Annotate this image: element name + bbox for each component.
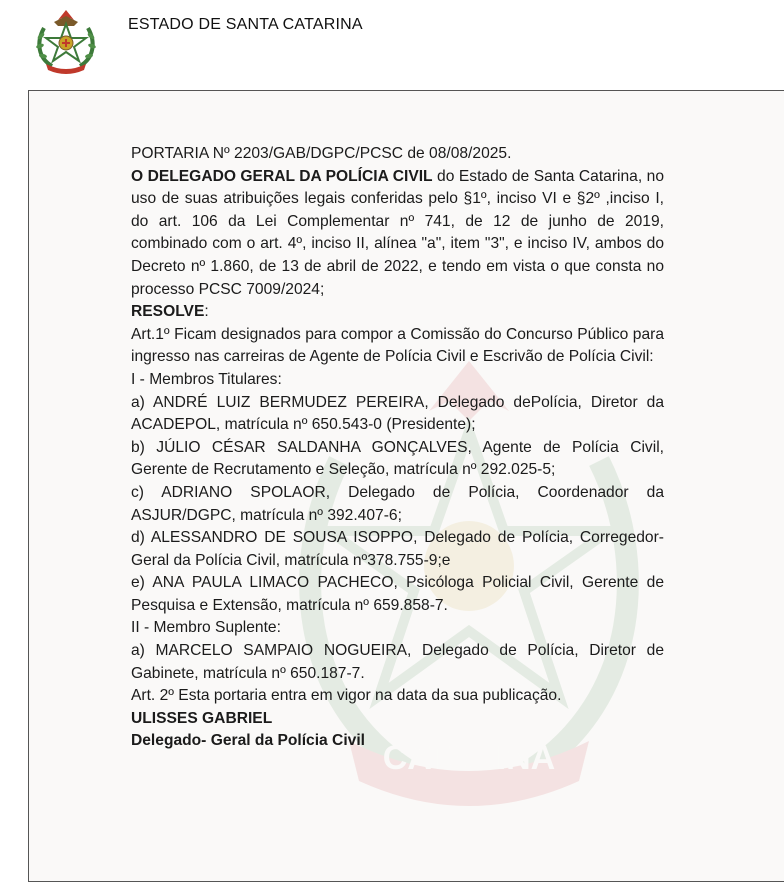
signatory-title: Delegado- Geral da Polícia Civil [131,732,365,750]
preamble [131,166,664,302]
document-header [0,0,784,90]
preamble-text: do Estado de Santa Catarina, no uso de suas atribuições legais conferidas pelo §1º, inciso VI e §2º ,inciso I, do art. 106 da Lei Complementar nº 741, de 12 de junho de 2019, combinado com o art. 4º, inciso II, alínea "a", item "3", e inciso IV, ambos do Decreto nº 1.860, de 13 de abril de 2022, e tendo em vista o que consta no processo PCSC 7009/2024; [131,167,664,298]
portaria-title: PORTARIA Nº 2203/GAB/DGPC/PCSC de 08/08/2025. [131,145,512,162]
section-suplente: II - Membro Suplente: [131,619,281,637]
document-page [28,90,784,882]
state-name: ESTADO DE SANTA CATARINA [128,16,363,33]
resolve-label: RESOLVE [131,303,205,321]
list-item: b) JÚLIO CÉSAR SALDANHA GONÇALVES, Agente de Polícia Civil, Gerente de Recrutamento e Seleção, matrícula nº 292.025-5; [131,438,664,479]
preamble-authority: O DELEGADO GERAL DA POLÍCIA CIVIL [131,167,433,185]
watermark-text: CATARINA [382,739,556,777]
section-titulares: I - Membros Titulares: [131,370,282,388]
list-item: a) MARCELO SAMPAIO NOGUEIRA, Delegado de Polícia, Diretor de Gabinete, matrícula nº 650.187-7. [131,642,664,682]
coat-of-arms-icon [34,6,98,74]
resolve-heading [131,301,664,324]
list-item: d) ALESSANDRO DE SOUSA ISOPPO, Delegado de Polícia, Corregedor-Geral da Polícia Civil, matrícula nº378.755-9;e [131,529,664,569]
list-item: c) ADRIANO SPOLAOR, Delegado de Polícia, Coordenador da ASJUR/DGPC, matrícula nº 392.407-6; [131,483,664,524]
signatory-name: ULISSES GABRIEL [131,709,273,727]
list-item: e) ANA PAULA LIMACO PACHECO, Psicóloga Policial Civil, Gerente de Pesquisa e Extensão, matrícula nº 659.858-7. [131,574,664,614]
article-2: Art. 2º Esta portaria entra em vigor na data da sua publicação. [131,687,562,705]
list-item: a) ANDRÉ LUIZ BERMUDEZ PEREIRA, Delegado dePolícia, Diretor da ACADEPOL, matrícula nº 650.543-0 (Presidente); [131,393,664,434]
resolve-colon: : [204,303,209,321]
article-1: Art.1º Ficam designados para compor a Comissão do Concurso Público para ingresso nas carreiras de Agente de Polícia Civil e Escrivão de Polícia Civil: [131,325,664,366]
document-body [131,143,664,753]
